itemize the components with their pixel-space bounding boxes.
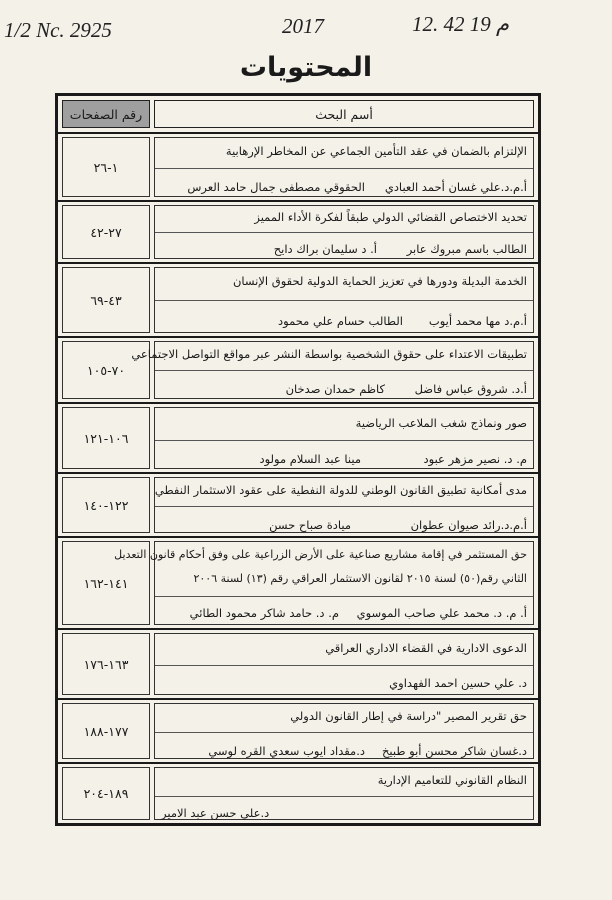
handwritten-middle-number: 2017 <box>282 14 324 38</box>
entry-author: الطالب حسام علي محمود <box>278 314 403 328</box>
table-row <box>58 336 538 402</box>
entry-author: الطالب باسم مبروك عابر <box>406 242 527 256</box>
entry-title: حق تقرير المصير "دراسة في إطار القانون الدولي <box>290 709 527 723</box>
entry-separator <box>155 732 533 733</box>
handwritten-right-number: 12. 42 19 م <box>412 12 510 36</box>
entry-title: النظام القانوني للتعاميم الإدارية <box>377 773 527 787</box>
entry-author: د.مقداد ايوب سعدي القره لوسي <box>208 744 365 758</box>
table-header <box>58 96 538 134</box>
page-range: ٢٧-٤٢ <box>62 205 150 259</box>
page-title: المحتويات <box>239 52 373 83</box>
entry-separator <box>155 796 533 797</box>
entry-author: ميادة صباح حسن <box>269 518 351 532</box>
table-row <box>58 762 538 823</box>
entry-body <box>154 633 534 695</box>
entry-separator <box>155 232 533 233</box>
entry-separator <box>155 370 533 371</box>
entry-author: أ.د. شروق عباس فاضل <box>414 382 527 396</box>
entry-body <box>114 541 534 625</box>
handwritten-left-note: 1/2 Nc. 2925 <box>4 18 112 42</box>
table-row <box>58 402 538 472</box>
entry-body <box>131 341 534 399</box>
page-range: ١٧٧-١٨٨ <box>62 703 150 759</box>
entry-body <box>154 205 534 259</box>
entry-separator <box>155 596 533 597</box>
header-research-name: أسم البحث <box>154 100 534 128</box>
table-row <box>58 698 538 762</box>
table-row <box>58 262 538 336</box>
entry-author: أ.م.د مها محمد أيوب <box>428 314 527 328</box>
entry-title: صور ونماذج شغب الملاعب الرياضية <box>355 416 527 430</box>
entry-body <box>154 767 534 820</box>
entry-title: حق المستثمر في إقامة مشاريع صناعية على الأرض الزراعية على وفق أحكام قانون التعديل <box>114 548 527 561</box>
entry-body <box>154 477 534 533</box>
page-range: ١٠٦-١٢١ <box>62 407 150 469</box>
entry-separator <box>155 168 533 169</box>
entry-body <box>154 267 534 333</box>
entry-author: د.غسان شاكر محسن أبو طبيخ <box>381 744 527 758</box>
table-row <box>58 132 538 200</box>
table-row <box>58 472 538 536</box>
entry-title: الثاني رقم(٥٠) لسنة ٢٠١٥ لقانون الاستثمار العراقي رقم (١٣) لسنة ٢٠٠٦ <box>193 572 527 585</box>
table-row <box>58 536 538 628</box>
entry-author: د.علي حسن عبد الامير <box>161 806 270 820</box>
entry-body <box>154 137 534 197</box>
entry-author: م. د. نصير مزهر عبود <box>423 452 527 466</box>
entry-author: كاظم حمدان صدخان <box>285 382 385 396</box>
entry-author: د. علي حسين احمد الفهداوي <box>389 676 527 690</box>
entry-separator <box>155 440 533 441</box>
entry-author: مينا عبد السلام مولود <box>259 452 361 466</box>
page-range: ١-٢٦ <box>62 137 150 197</box>
page-range: ٧٠-١٠٥ <box>62 341 150 399</box>
entry-title: الدعوى الادارية في القضاء الاداري العراقي <box>325 641 527 655</box>
entry-author: أ. م. د. محمد علي صاحب الموسوي <box>356 606 527 620</box>
entry-author: الحقوقي مصطفى جمال حامد العرس <box>187 180 365 194</box>
entry-separator <box>155 506 533 507</box>
entry-body <box>154 703 534 759</box>
entry-title: الإلتزام بالضمان في عقد التأمين الجماعي عن المخاطر الإرهابية <box>225 144 527 158</box>
page-range: ١٢٢-١٤٠ <box>62 477 150 533</box>
entry-separator <box>155 300 533 301</box>
entry-title: مدى أمكانية تطبيق القانون الوطني للدولة النفطية على عقود الاستثمار النفطي <box>154 483 527 497</box>
entry-author: م. د. حامد شاكر محمود الطائي <box>189 606 339 620</box>
entry-separator <box>155 665 533 666</box>
page-range: ١٤١-١٦٢ <box>62 541 150 625</box>
entry-title: تحديد الاختصاص القضائي الدولي طبقاً لفكرة الأداء المميز <box>254 210 527 224</box>
entry-title: الخدمة البديلة ودورها في تعزيز الحماية الدولية لحقوق الإنسان <box>232 274 527 288</box>
table-row <box>58 200 538 262</box>
entry-author: أ.م.د.رائد صيوان عطوان <box>410 518 527 532</box>
entry-author: أ.م.د.علي غسان أحمد العبادي <box>384 180 527 194</box>
entry-body <box>154 407 534 469</box>
contents-table <box>55 93 541 826</box>
entry-title: تطبيقات الاعتداء على حقوق الشخصية بواسطة النشر عبر مواقع التواصل الاجتماعي <box>131 347 527 361</box>
page-range: ١٦٣-١٧٦ <box>62 633 150 695</box>
header-pages: رقم الصفحات <box>62 100 150 128</box>
table-row <box>58 628 538 698</box>
page-range: ٤٣-٦٩ <box>62 267 150 333</box>
entry-author: أ. د سليمان براك دايح <box>273 242 377 256</box>
page-range: ١٨٩-٢٠٤ <box>62 767 150 820</box>
